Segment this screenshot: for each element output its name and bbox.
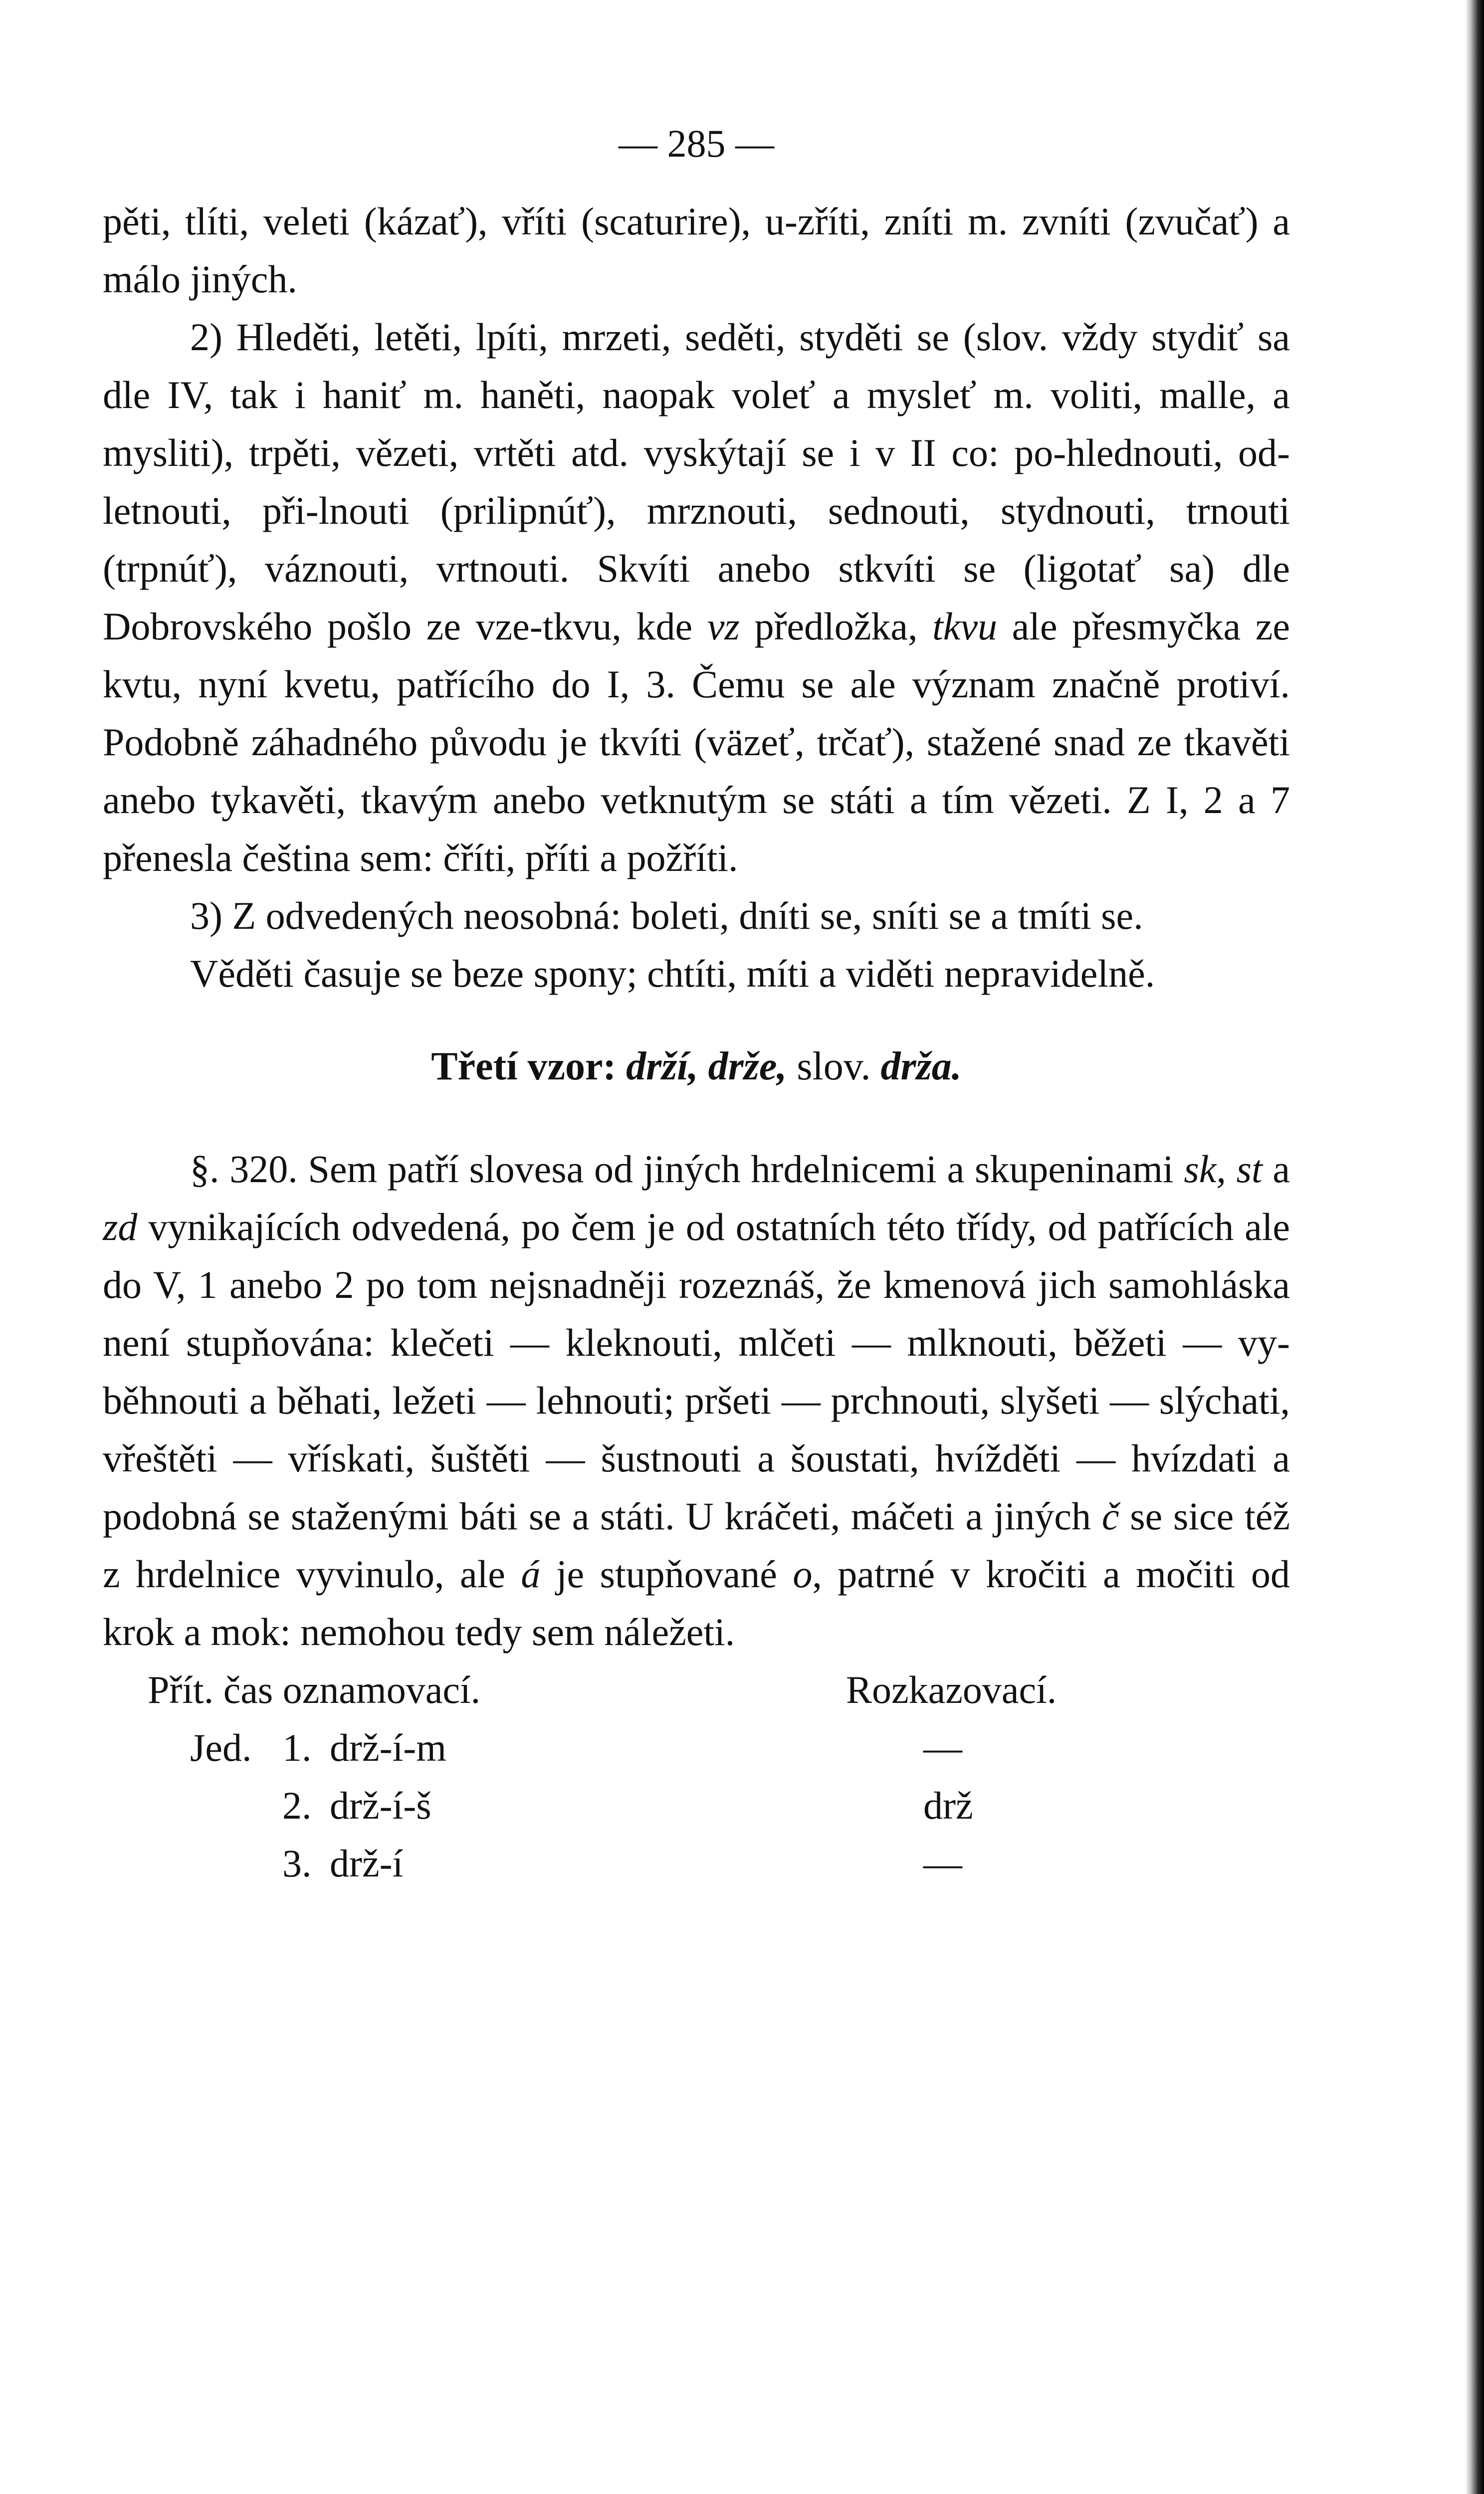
conjugation-form: drž-í-m [330, 1726, 446, 1769]
paragraph-320-text-a: §. 320. Sem patří slovesa od jiných hrdelnicemi a skupeninami [190, 1147, 1184, 1191]
paragraph-320-italic-3: č [1101, 1494, 1119, 1538]
paragraph-320-italic-4: á [521, 1552, 541, 1596]
conjugation-header [103, 1661, 1290, 1719]
paragraph-320-text-b: a [1262, 1147, 1290, 1191]
conjugation-imperative: — [923, 1726, 962, 1769]
conjugation-form: drž-í-š [330, 1784, 431, 1827]
conjugation-left-header: Přít. čas oznamovací. [148, 1668, 481, 1711]
page-edge-shadow [1465, 0, 1484, 2494]
section-title-part-c: slov. [787, 1044, 881, 1088]
paragraph-2 [103, 308, 1290, 887]
conjugation-number-label: Jed. [190, 1726, 252, 1769]
paragraph-320-text-f: , patrné v kročiti a močiti od krok a mok: nemohou tedy sem náležeti. [103, 1552, 1290, 1654]
page-number: — 285 — [619, 122, 774, 165]
paragraph-320-italic-5: o [793, 1552, 813, 1596]
paragraph-2-text-c: ale přesmyčka ze kvtu, nyní kvetu, patřícího do I, 3. Čemu se ale význam značně protiví. Podobně záhadného původu je tkvíti (väzeť, trčať), stažené snad ze tkavěti anebo tykavěti, tkavým anebo vetknutým se státi a tím vězeti. Z I, 2 a 7 přenesla čeština sem: čříti, příti a požříti. [103, 605, 1290, 879]
section-title-part-d: drža. [880, 1044, 962, 1088]
paragraph-2-italic-tkvu: tkvu [932, 605, 998, 648]
paragraph-320 [103, 1140, 1290, 1661]
paragraph-2-italic-vz: vz [707, 605, 740, 648]
conjugation-row [103, 1719, 1290, 1777]
paragraph-4: Věděti časuje se beze spony; chtíti, míti a viděti nepravidelně. [190, 952, 1155, 995]
section-title [103, 1038, 1290, 1095]
conjugation-form: drž-í [330, 1842, 404, 1885]
paragraph-3: 3) Z odvedených neosobná: boleti, dníti se, sníti se a tmíti se. [190, 894, 1143, 937]
paragraph-2-text-a: 2) Hleděti, letěti, lpíti, mrzeti, seděti, styděti se (slov. vždy stydiť sa dle IV, tak i haniť m. haněti, naopak voleť a mysleť m. voliti, malle, a mysliti), trpěti, vězeti, vrtěti atd. vyskýtají se i v II co: po-hlednouti, od-letnouti, při-lnouti (prilipnúť), mrznouti, sednouti, stydnouti, trnouti (trpnúť), váznouti, vrtnouti. Skvíti anebo stkvíti se (ligotať sa) dle Dobrovského pošlo ze vze-tkvu, kde [103, 315, 1290, 648]
conjugation-person: 2. [282, 1784, 312, 1827]
paragraph-320-italic-1: sk, st [1184, 1147, 1263, 1191]
paragraph-320-text-e: je stupňované [540, 1552, 793, 1596]
paragraph-320-text-d: se sice též z hrdelnice vyvinulo, ale [103, 1494, 1290, 1596]
paragraph-320-text-c: vynikajících odvedená, po čem je od ostatních této třídy, od patřících ale do V, 1 anebo 2 po tom nejsnadněji rozeznáš, že kmenová jich samohláska není stupňována: klečeti — kleknouti, mlčeti — mlknouti, běžeti — vy-běhnouti a běhati, ležeti — lehnouti; pršeti — prchnouti, slyšeti — slýchati, vřeštěti — vřískati, šuštěti — šustnouti a šoustati, hvížděti — hvízdati a podobná se staženými báti se a státi. U kráčeti, máčeti a jiných [103, 1205, 1290, 1538]
paragraph-1: pěti, tlíti, veleti (kázať), vříti (scaturire), u-zříti, zníti m. zvníti (zvučať) a málo jiných. [103, 200, 1290, 301]
conjugation-right-header: Rozkazovací. [846, 1668, 1057, 1711]
conjugation-row [103, 1777, 1290, 1835]
conjugation-row [103, 1835, 1290, 1892]
section-title-part-a: Třetí vzor: [431, 1044, 627, 1088]
conjugation-person: 3. [282, 1842, 312, 1885]
book-page [103, 115, 1290, 1892]
conjugation-imperative: — [923, 1842, 962, 1885]
conjugation-person: 1. [282, 1726, 312, 1769]
section-title-part-b: drží, drže, [626, 1044, 787, 1088]
paragraph-2-text-b: předložka, [739, 605, 933, 648]
paragraph-320-italic-2: zd [103, 1205, 138, 1248]
conjugation-imperative: drž [923, 1784, 973, 1827]
